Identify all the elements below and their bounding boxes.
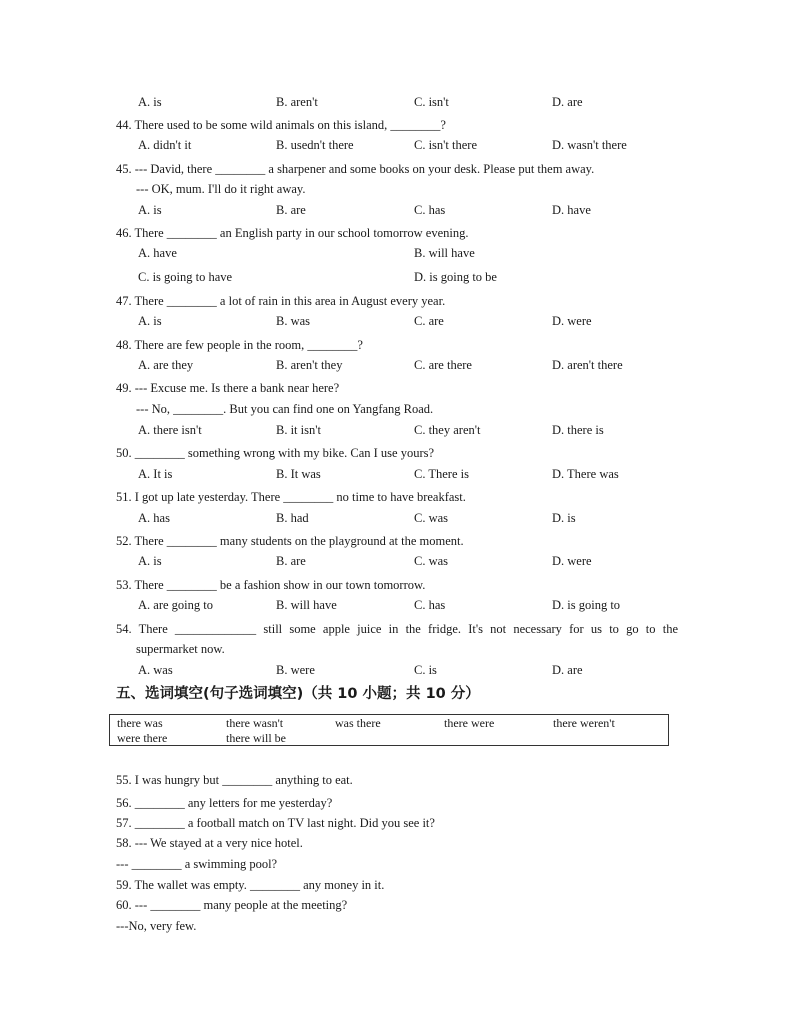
fill-item-57: 57. ________ a football match on TV last night. Did you see it? (116, 816, 435, 830)
fill-item-56: 56. ________ any letters for me yesterday? (116, 796, 333, 810)
option-c: C. are (414, 314, 444, 328)
option-b: B. aren't (276, 95, 318, 109)
option-a: A. was (138, 663, 173, 677)
option-c: C. was (414, 511, 449, 525)
option-a: A. is (138, 203, 162, 217)
question-text: 48. There are few people in the room, ________? (116, 338, 363, 352)
option-c: C. is (414, 663, 437, 677)
word-bank-item: there will be (226, 731, 286, 745)
option-c: C. isn't there (414, 138, 478, 152)
option-b: B. will have (414, 246, 475, 260)
option-c: C. isn't (414, 95, 449, 109)
question-text: 44. There used to be some wild animals on this island, ________? (116, 118, 446, 132)
option-c: C. they aren't (414, 423, 481, 437)
fill-item-60: 60. --- ________ many people at the meeting? (116, 898, 348, 912)
question-text: 47. There ________ a lot of rain in this area in August every year. (116, 294, 446, 308)
question-text: 50. ________ something wrong with my bike. Can I use yours? (116, 446, 435, 460)
option-b: B. are (276, 203, 306, 217)
option-c: C. are there (414, 358, 472, 372)
option-d: D. were (552, 554, 592, 568)
word-bank-item: there wasn't (226, 716, 284, 730)
word-bank-item: were there (117, 731, 168, 745)
option-c: C. was (414, 554, 449, 568)
option-c: C. has (414, 203, 446, 217)
option-a: A. there isn't (138, 423, 202, 437)
option-d: D. wasn't there (552, 138, 627, 152)
question-text: 54. There _____________ still some apple juice in the fridge. It's not necessary for us to go to the (116, 622, 678, 636)
question-text: 53. There ________ be a fashion show in our town tomorrow. (116, 578, 426, 592)
word-bank-item: there weren't (553, 716, 615, 730)
question-text: 49. --- Excuse me. Is there a bank near here? (116, 381, 340, 395)
option-a: A. have (138, 246, 177, 260)
fill-item-58: 58. --- We stayed at a very nice hotel. (116, 836, 303, 850)
option-b: B. were (276, 663, 315, 677)
option-c: C. There is (414, 467, 469, 481)
question-text-line2: --- OK, mum. I'll do it right away. (136, 182, 306, 196)
option-b: B. are (276, 554, 306, 568)
option-b: B. usedn't there (276, 138, 354, 152)
option-d: D. there is (552, 423, 604, 437)
word-bank-item: there were (444, 716, 495, 730)
option-a: A. didn't it (138, 138, 192, 152)
option-a: A. is (138, 554, 162, 568)
option-a: A. are going to (138, 598, 213, 612)
option-d: D. are (552, 95, 583, 109)
option-a: A. has (138, 511, 170, 525)
fill-item-60-answer: ---No, very few. (116, 919, 197, 933)
option-a: A. are they (138, 358, 194, 372)
question-text: 52. There ________ many students on the playground at the moment. (116, 534, 464, 548)
word-bank-item: there was (117, 716, 163, 730)
question-text-line2: --- No, ________. But you can find one on Yangfang Road. (136, 402, 434, 416)
word-bank (109, 714, 669, 746)
option-a: A. is (138, 314, 162, 328)
option-d: D. were (552, 314, 592, 328)
question-text: 46. There ________ an English party in our school tomorrow evening. (116, 226, 469, 240)
option-b: B. aren't they (276, 358, 343, 372)
option-a: A. It is (138, 467, 173, 481)
section-title: 五、选词填空(句子选词填空)（共 10 小题；共 10 分） (116, 686, 480, 702)
option-b: B. was (276, 314, 311, 328)
option-b: B. it isn't (276, 423, 321, 437)
question-text-line2: supermarket now. (136, 642, 225, 656)
option-d: D. is going to be (414, 270, 497, 284)
fill-item-55: 55. I was hungry but ________ anything to eat. (116, 773, 353, 787)
fill-item-58-answer: --- ________ a swimming pool? (116, 857, 278, 871)
option-d: D. is (552, 511, 576, 525)
option-d: D. aren't there (552, 358, 623, 372)
option-b: B. It was (276, 467, 321, 481)
question-text: 51. I got up late yesterday. There ________ no time to have breakfast. (116, 490, 466, 504)
question-text: 45. --- David, there ________ a sharpener and some books on your desk. Please put them away. (116, 162, 595, 176)
option-d: D. There was (552, 467, 619, 481)
option-d: D. are (552, 663, 583, 677)
option-b: B. will have (276, 598, 337, 612)
option-c: C. is going to have (138, 270, 233, 284)
option-d: D. is going to (552, 598, 621, 612)
word-bank-item: was there (335, 716, 381, 730)
option-c: C. has (414, 598, 446, 612)
option-a: A. is (138, 95, 162, 109)
fill-item-59: 59. The wallet was empty. ________ any money in it. (116, 878, 385, 892)
option-d: D. have (552, 203, 591, 217)
option-b: B. had (276, 511, 309, 525)
